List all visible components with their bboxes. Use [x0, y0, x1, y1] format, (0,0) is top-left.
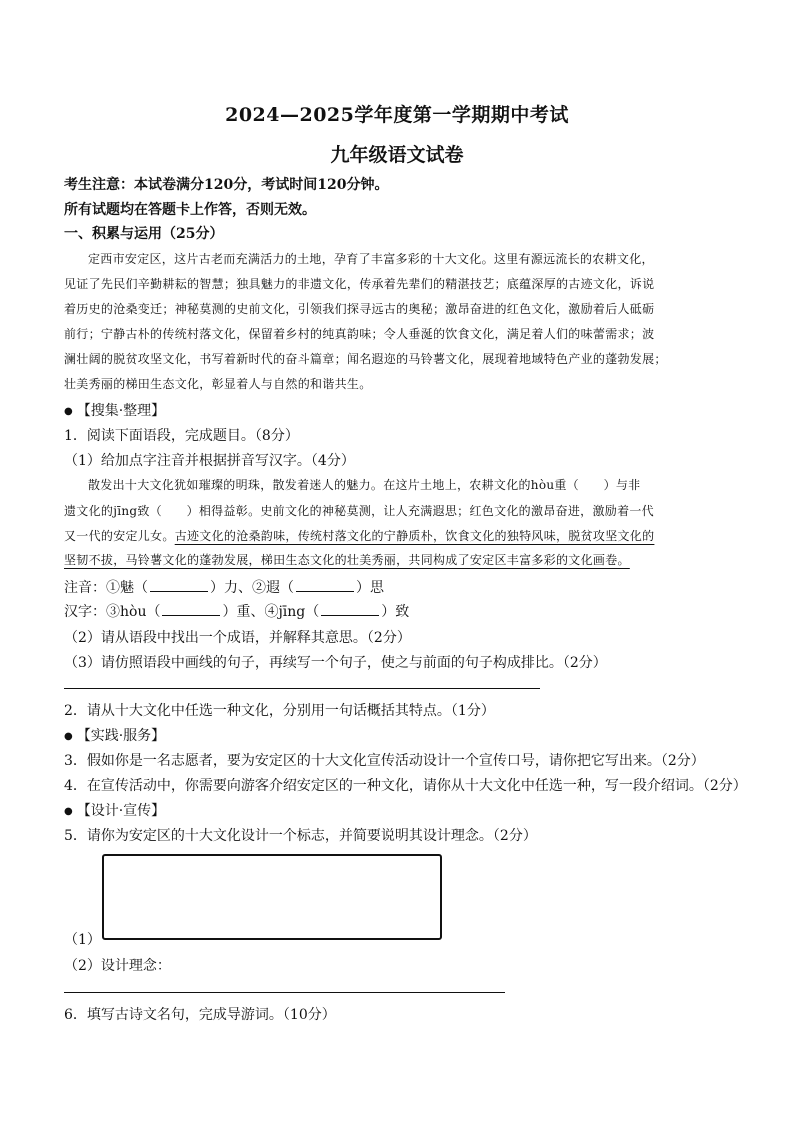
- question-5-2: （2）设计理念：: [64, 958, 171, 974]
- hanzi-row: [64, 601, 409, 621]
- intro-line: 着历史的沧桑变迁；神秘莫测的史前文化，引领我们探寻远古的奥秘；激昂奋进的红色文化，激励着后人砥砺: [64, 302, 655, 316]
- intro-line: 见证了先民们辛勤耕耘的智慧；独具魅力的非遗文化，传承着先辈们的精湛技艺；底蕴深厚的古迹文化，诉说: [64, 277, 655, 291]
- answer-line[interactable]: [64, 688, 540, 689]
- question-1: 1．阅读下面语段，完成题目。（8分）: [64, 428, 299, 444]
- question-5-1: （1）: [64, 932, 101, 948]
- logo-design-box[interactable]: [102, 854, 442, 940]
- question-5: 5．请你为安定区的十大文化设计一个标志，并简要说明其设计理念。（2分）: [64, 828, 537, 844]
- notice-line-2: 所有试题均在答题卡上作答，否则无效。: [64, 202, 316, 218]
- question-2: 2．请从十大文化中任选一种文化，分别用一句话概括其特点。（1分）: [64, 703, 495, 719]
- question-1-1: （1）给加点字注音并根据拼音写汉字。（4分）: [64, 453, 355, 469]
- exam-subtitle: 九年级语文试卷: [330, 144, 464, 166]
- passage-line: 遗文化的jīng致（ ）相得益彰。史前文化的神秘莫测，让人充满遐思；红色文化的激昂奋进，激励着一代: [64, 504, 654, 518]
- answer-blank[interactable]: [150, 579, 208, 592]
- question-1-3: （3）请仿照语段中画线的句子，再续写一个句子，使之与前面的句子构成排比。（2分）: [64, 655, 607, 671]
- pinyin-item-2: ）力、②遐（: [210, 580, 294, 596]
- exam-title: 2024—2025学年度第一学期期中考试: [225, 104, 569, 126]
- hanzi-item-end: ）致: [381, 604, 410, 620]
- pinyin-item-1: ①魅（: [106, 580, 148, 596]
- block-label-practice: ● 【实践·服务】: [64, 725, 165, 745]
- passage-line: 散发出十大文化犹如璀璨的明珠，散发着迷人的魅力。在这片土地上，农耕文化的hòu重（ ）与非: [88, 478, 641, 492]
- answer-line[interactable]: [64, 992, 505, 993]
- question-4: 4．在宣传活动中，你需要向游客介绍安定区的一种文化，请你从十大文化中任选一种，写一段介绍词。（2分）: [64, 778, 747, 794]
- passage-underlined-text: 古迹文化的沧桑韵味，传统村落文化的宁静质朴，饮食文化的独特风味，脱贫攻坚文化的: [174, 529, 655, 543]
- intro-line: 壮美秀丽的梯田生态文化，彰显着人与自然的和谐共生。: [64, 377, 372, 391]
- answer-blank[interactable]: [296, 579, 354, 592]
- passage-plain-text: 又一代的安定儿女。: [64, 529, 175, 543]
- intro-line: 定西市安定区，这片古老而充满活力的土地，孕育了丰富多彩的十大文化。这里有源远流长的农耕文化，: [88, 252, 654, 266]
- intro-line: 澜壮阔的脱贫攻坚文化，书写着新时代的奋斗篇章；闻名遐迩的马铃薯文化，展现着地域特色产业的蓬勃发展；: [64, 352, 667, 366]
- pinyin-label: 注音：: [64, 580, 106, 596]
- hanzi-item-4: ）重、④jīng（: [222, 604, 320, 620]
- block-label-collect: ● 【搜集·整理】: [64, 400, 165, 420]
- intro-line: 前行；宁静古朴的传统村落文化，保留着乡村的纯真韵味；令人垂涎的饮食文化，满足着人们的味蕾需求；波: [64, 327, 655, 341]
- answer-blank[interactable]: [321, 603, 379, 616]
- hanzi-label: 汉字：: [64, 604, 106, 620]
- passage-line: [64, 527, 654, 544]
- pinyin-row: [64, 577, 384, 597]
- notice-line-1: 考生注意：本试卷满分120分，考试时间120分钟。: [64, 177, 389, 193]
- question-6: 6．填写古诗文名句，完成导游词。（10分）: [64, 1007, 336, 1023]
- answer-blank[interactable]: [162, 603, 220, 616]
- block-label-design: ● 【设计·宣传】: [64, 800, 165, 820]
- section-heading: 一、积累与运用（25分）: [64, 226, 224, 242]
- passage-underlined-text: 坚韧不拔，马铃薯文化的蓬勃发展，梯田生态文化的壮美秀丽，共同构成了安定区丰富多彩的文化画卷。: [64, 553, 630, 567]
- question-1-2: （2）请从语段中找出一个成语，并解释其意思。（2分）: [64, 630, 411, 646]
- pinyin-item-end: ）思: [356, 580, 384, 596]
- hanzi-item-3: ③hòu（: [106, 604, 161, 620]
- question-3: 3．假如你是一名志愿者，要为安定区的十大文化宣传活动设计一个宣传口号，请你把它写出来。（2分）: [64, 753, 705, 769]
